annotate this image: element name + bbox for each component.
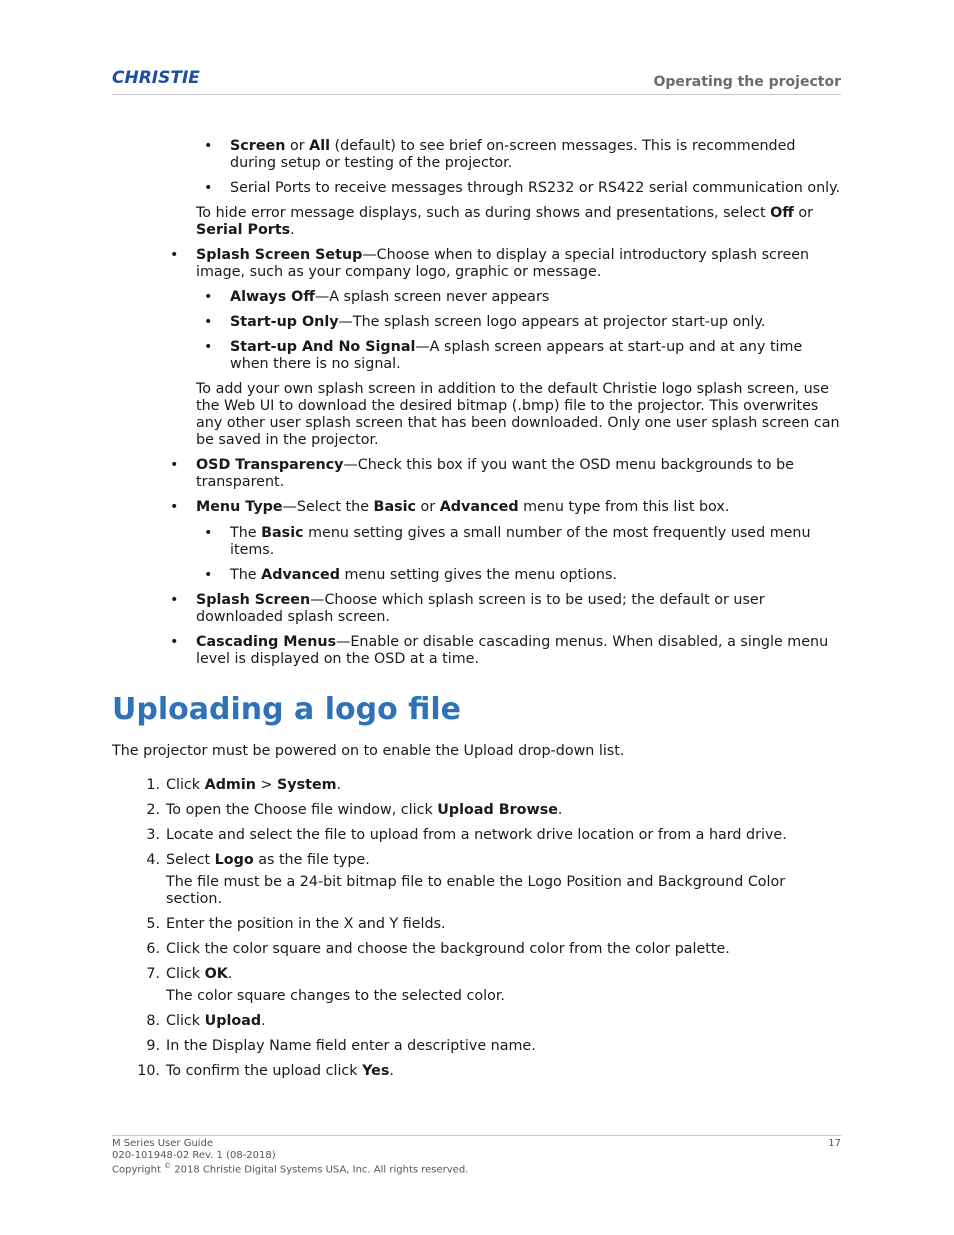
page-content xyxy=(112,138,841,1088)
footer-rule xyxy=(112,1135,841,1136)
step-item: 9. In the Display Name field enter a descriptive name. xyxy=(146,1038,536,1054)
running-head: Operating the projector xyxy=(653,74,841,90)
term: Screen xyxy=(230,138,286,154)
header-rule xyxy=(112,94,841,95)
splash-options-list xyxy=(196,289,841,373)
footer-copyright: Copyright © 2018 Christie Digital Systems USA, Inc. All rights reserved. xyxy=(112,1162,469,1176)
list-item: • The Basic menu setting gives a small number of the most frequently used menu items. xyxy=(230,525,841,559)
step-item: 3. Locate and select the file to upload from a network drive location or from a hard drive. xyxy=(146,827,787,843)
step-item: 1. Click Admin > System. xyxy=(146,777,342,793)
text: —Choose when to display a special introductory splash screen image, such as your company logo, graphic or message. xyxy=(196,247,810,280)
list-item-osd-transparency: • OSD Transparency—Check this box if you want the OSD menu backgrounds to be transparent. xyxy=(196,457,841,491)
continued-container xyxy=(196,138,841,239)
steps-list xyxy=(112,777,841,1080)
footer-revision: 020-101948-02 Rev. 1 (08-2018) xyxy=(112,1149,276,1161)
text: (default) to see brief on-screen messages. This is recommended during setup or testing of the projector. xyxy=(230,138,796,171)
text: Serial Ports to receive messages through RS232 or RS422 serial communication only. xyxy=(230,180,841,196)
christie-logo xyxy=(112,66,220,88)
list-item: • Start-up Only—The splash screen logo appears at projector start-up only. xyxy=(230,314,841,331)
step-item: 5. Enter the position in the X and Y fields. xyxy=(146,916,446,932)
step-item: 4. Select Logo as the file type. The file must be a 24-bit bitmap file to enable the Logo Position and Background Color section. xyxy=(166,852,841,908)
footer xyxy=(112,1138,468,1176)
menu-options-list xyxy=(196,525,841,584)
step-note: The color square changes to the selected color. xyxy=(166,988,505,1004)
step-item: 8. Click Upload. xyxy=(146,1013,266,1029)
list-item-splash-screen-setup xyxy=(196,247,841,449)
step-item: 6. Click the color square and choose the background color from the color palette. xyxy=(146,941,730,957)
settings-list xyxy=(112,247,841,668)
section-title: Uploading a logo file xyxy=(112,692,461,727)
footer-guide-name: M Series User Guide xyxy=(112,1138,214,1149)
text: or xyxy=(285,138,310,154)
step-item: 2. To open the Choose file window, click Upload Browse. xyxy=(146,802,563,818)
list-item xyxy=(230,138,841,172)
list-item: • Start-up And No Signal—A splash screen appears at start-up and at any time when there is no signal. xyxy=(230,339,841,373)
continued-block xyxy=(112,138,841,239)
term: All xyxy=(309,138,330,154)
step-note: The file must be a 24-bit bitmap file to enable the Logo Position and Background Color section. xyxy=(166,874,786,907)
list-item: • The Advanced menu setting gives the menu options. xyxy=(230,567,841,584)
list-item-cascading-menus: • Cascading Menus—Enable or disable cascading menus. When disabled, a single menu level is displayed on the OSD at a time. xyxy=(196,634,841,668)
hide-messages-paragraph: To hide error message displays, such as during shows and presentations, select Off or Serial Ports. xyxy=(196,205,814,238)
list-item xyxy=(230,180,841,197)
list-item-splash-screen: • Splash Screen—Choose which splash screen is to be used; the default or user downloaded splash screen. xyxy=(196,592,841,626)
page-number: 17 xyxy=(828,1138,841,1149)
term: Splash Screen Setup xyxy=(196,247,363,263)
step-item: 7. Click OK. The color square changes to the selected color. xyxy=(166,966,841,1005)
section-intro: The projector must be powered on to enable the Upload drop-down list. xyxy=(112,743,625,759)
list-item-menu-type: • Menu Type—Select the Basic or Advanced menu type from this list box. • The Basic menu setting gives a small number of the most frequently used menu items. • The Advanced menu setting gives the menu options. xyxy=(196,499,841,584)
message-options-list xyxy=(196,138,841,197)
splash-note: To add your own splash screen in addition to the default Christie logo splash screen, use the Web UI to download the desired bitmap (.bmp) file to the projector. This overwrites any other user splash screen that has been downloaded. Only one user splash screen can be saved in the projector. xyxy=(196,381,840,448)
christie-logo-text: CHRISTIE xyxy=(112,68,200,88)
list-item: • Always Off—A splash screen never appears xyxy=(230,289,841,306)
step-item: 10. To confirm the upload click Yes. xyxy=(137,1063,394,1079)
